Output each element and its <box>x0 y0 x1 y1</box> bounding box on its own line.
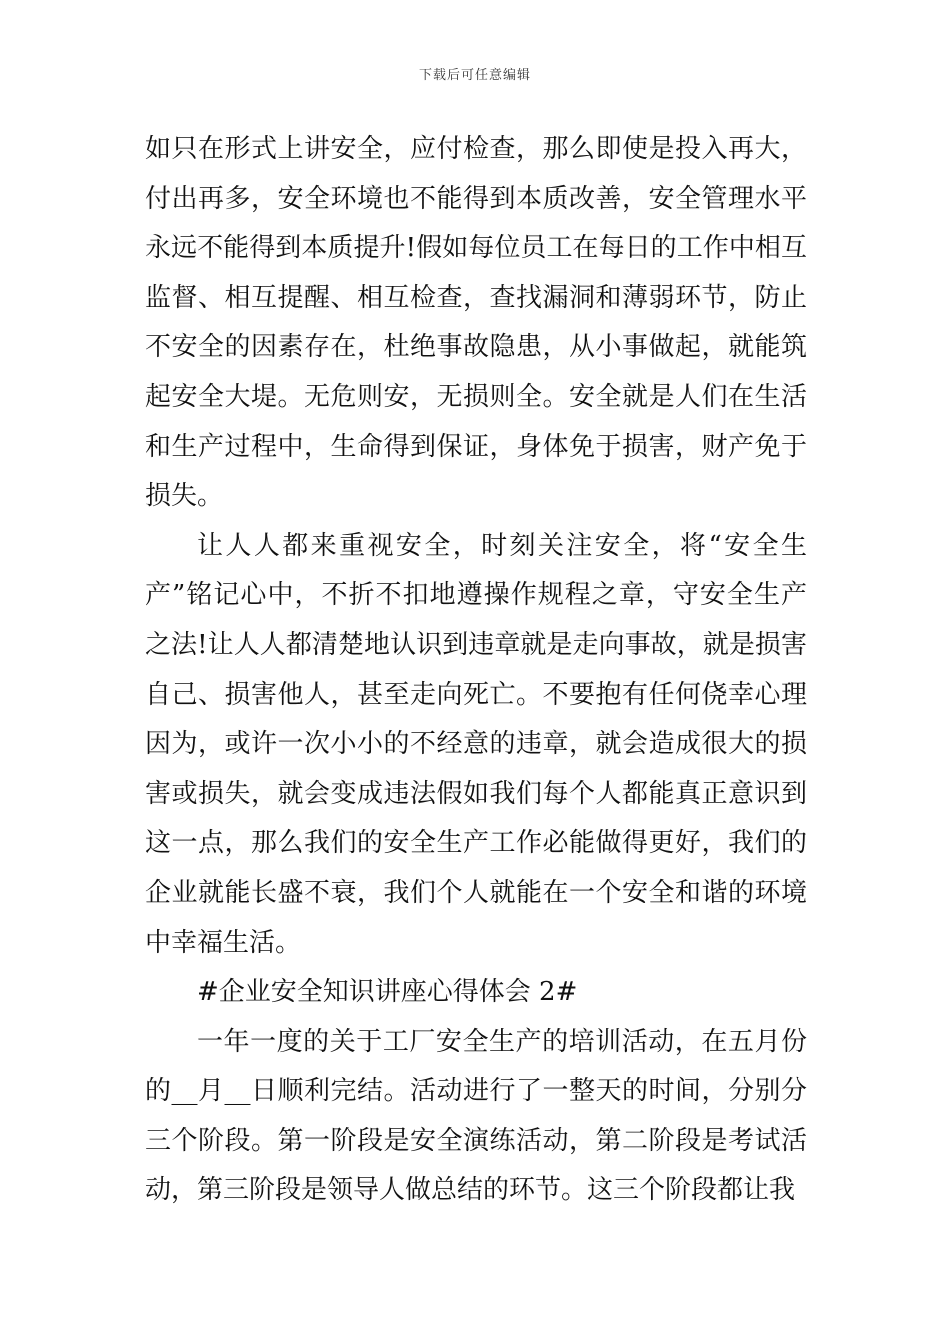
section-heading: #企业安全知识讲座心得体会 2# <box>197 977 578 1008</box>
document-body <box>145 125 807 1216</box>
page-header: 下载后可任意编辑 <box>418 68 531 83</box>
paragraph-3: 一年一度的关于工厂安全生产的培训活动，在五月份的__月__日顺利完结。活动进行了一整天的时间，分别分三个阶段。第一阶段是安全演练活动，第二阶段是考试活动，第三阶段是领导人做总结的环节。这三个阶段都让我 <box>145 1026 807 1206</box>
paragraph-2: 让人人都来重视安全，时刻关注安全，将“安全生产”铭记心中，不折不扣地遵操作规程之章，守安全生产之法!让人人都清楚地认识到违章就是走向事故，就是损害自己、损害他人，甚至走向死亡。不要抱有任何侥幸心理因为，或许一次小小的不经意的违章，就会造成很大的损害或损失，就会变成违法假如我们每个人都能真正意识到这一点，那么我们的安全生产工作必能做得更好，我们的企业就能长盛不衰，我们个人就能在一个安全和谐的环境中幸福生活。 <box>145 530 807 958</box>
paragraph-1: 如只在形式上讲安全，应付检查，那么即使是投入再大，付出再多，安全环境也不能得到本质改善，安全管理水平永远不能得到本质提升!假如每位员工在每日的工作中相互监督、相互提醒、相互检查，查找漏洞和薄弱环节，防止不安全的因素存在，杜绝事故隐患，从小事做起，就能筑起安全大堤。无危则安，无损则全。安全就是人们在生活和生产过程中，生命得到保证，身体免于损害，财产免于损失。 <box>145 134 807 512</box>
